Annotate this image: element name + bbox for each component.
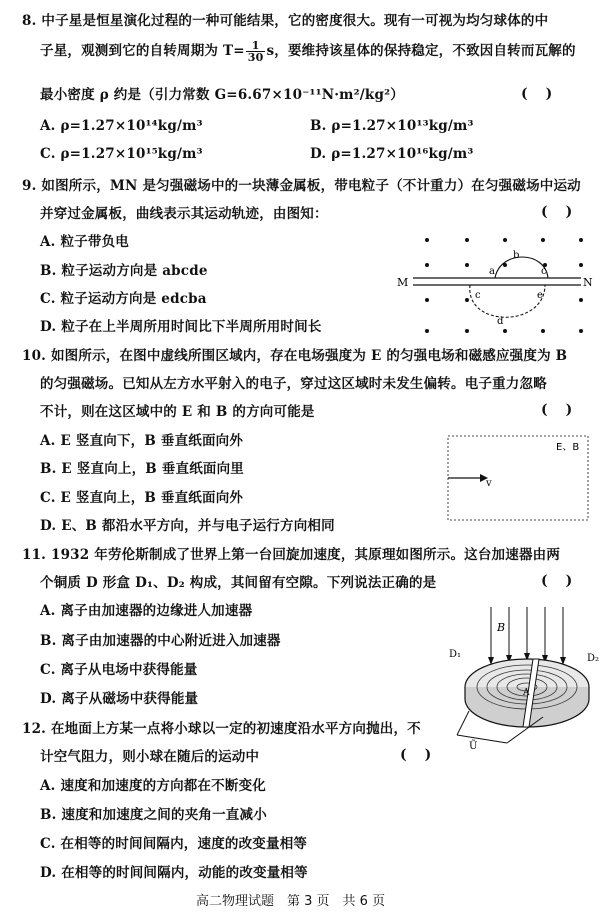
q12-option-c: C. 在相等的时间间隔内，速度的改变量相等 bbox=[40, 836, 308, 852]
q9-stem-line2: 并穿过金属板，曲线表示其运动轨迹，由图知： bbox=[40, 206, 328, 222]
q9-label-a: a bbox=[489, 266, 495, 277]
q11-lead-join bbox=[457, 735, 507, 743]
q8-stem-line3: 最小密度 ρ 约是（引力常数 G=6.67×10⁻¹¹N·m²/kg²） bbox=[40, 87, 404, 103]
q10-option-b: B. E 竖直向上，B 垂直纸面向里 bbox=[40, 461, 245, 477]
q11-label-a: A bbox=[523, 688, 530, 698]
q9-label-e: e bbox=[537, 290, 543, 301]
q11-figure-cyclotron bbox=[447, 603, 607, 751]
q12-stem-line1: 12. 在地面上方某一点将小球以一定的初速度沿水平方向抛出，不 bbox=[22, 721, 421, 737]
q11-label-d2: D₂ bbox=[587, 653, 600, 664]
q8-period-fraction bbox=[246, 40, 266, 63]
q11-option-b: B. 离子由加速器的中心附近进入加速器 bbox=[40, 633, 281, 649]
q8-option-b: B. ρ=1.27×10¹³kg/m³ bbox=[310, 118, 474, 134]
q9-label-c-lower: c bbox=[475, 290, 481, 301]
q9-trajectory-lower bbox=[470, 285, 545, 317]
q8-stem-line1: 8. 中子星是恒星演化过程的一种可能结果，它的密度很大。现有一可视为均匀球体的中 bbox=[22, 13, 549, 29]
q8-stem-line2-post: s，要维持该星体的保持稳定，不致因自转而瓦解的 bbox=[266, 43, 576, 59]
q9-option-c: C. 粒子运动方向是 edcba bbox=[40, 291, 207, 307]
q9-option-b: B. 粒子运动方向是 abcde bbox=[40, 263, 208, 279]
q10-label-eb: E、B bbox=[556, 442, 580, 453]
q10-stem-line2: 的匀强磁场。已知从左方水平射入的电子，穿过这区域时未发生偏转。电子重力忽略 bbox=[40, 376, 547, 392]
q9-stem-line1: 9. 如图所示，MN 是匀强磁场中的一块薄金属板，带电粒子（不计重力）在匀强磁场中运动 bbox=[22, 178, 581, 194]
q12-option-a: A. 速度和加速度的方向都在不断变化 bbox=[40, 778, 266, 794]
q8-fraction-numerator: 1 bbox=[246, 40, 266, 52]
q11-label-u: Ũ bbox=[469, 741, 478, 751]
q10-stem-line3: 不计，则在这区域中的 E 和 B 的方向可能是 bbox=[40, 404, 315, 420]
q10-option-c: C. E 竖直向上，B 垂直纸面向外 bbox=[40, 490, 244, 506]
q11-lead-left bbox=[457, 711, 469, 735]
q12-option-b: B. 速度和加速度之间的夹角一直减小 bbox=[40, 807, 267, 823]
q8-option-d: D. ρ=1.27×10¹⁶kg/m³ bbox=[310, 146, 474, 162]
q9-option-a: A. 粒子带负电 bbox=[40, 234, 129, 250]
q8-stem-line2-pre: 子星，观测到它的自转周期为 T= bbox=[40, 43, 245, 59]
q8-fraction-denominator: 30 bbox=[247, 51, 264, 64]
q10-option-a: A. E 竖直向下，B 垂直纸面向外 bbox=[40, 433, 244, 449]
q10-answer-paren: () bbox=[541, 402, 591, 418]
q8-option-a: A. ρ=1.27×10¹⁴kg/m³ bbox=[40, 118, 203, 134]
q9-answer-paren: () bbox=[541, 204, 591, 220]
q10-figure-field-region bbox=[440, 432, 590, 522]
q9-option-d: D. 粒子在上半周所用时间比下半周所用时间长 bbox=[40, 319, 322, 335]
q8-option-c: C. ρ=1.27×10¹⁵kg/m³ bbox=[40, 146, 203, 162]
q11-label-d1: D₁ bbox=[449, 649, 462, 660]
q11-option-d: D. 离子从磁场中获得能量 bbox=[40, 691, 199, 707]
q9-label-m: M bbox=[397, 276, 409, 289]
q9-label-n: N bbox=[583, 276, 593, 289]
q12-option-d: D. 在相等的时间间隔内，动能的改变量相等 bbox=[40, 865, 308, 881]
q10-label-v: v bbox=[486, 478, 492, 489]
q11-label-b: B bbox=[497, 621, 506, 634]
q11-option-c: C. 离子从电场中获得能量 bbox=[40, 662, 198, 678]
q8-answer-paren: () bbox=[521, 86, 571, 102]
q9-label-b: b bbox=[513, 250, 520, 261]
q11-stem-line2: 个铜质 D 形盒 D₁、D₂ 构成，其间留有空隙。下列说法正确的是 bbox=[40, 575, 437, 591]
q9-label-c-upper: c bbox=[541, 266, 547, 277]
q10-stem-line1: 10. 如图所示，在图中虚线所围区域内，存在电场强度为 E 的匀强电场和磁感应强度为 B bbox=[22, 348, 568, 364]
q10-option-d: D. E、B 都沿水平方向，并与电子运行方向相同 bbox=[40, 518, 335, 534]
page-footer: 高二物理试题 第 3 页 共 6 页 bbox=[196, 894, 386, 909]
q8-stem-line2 bbox=[40, 40, 576, 63]
q11-answer-paren: () bbox=[541, 573, 591, 589]
q12-answer-paren: () bbox=[400, 747, 450, 763]
q11-stem-line1: 11. 1932 年劳伦斯制成了世界上第一台回旋加速度，其原理如图所示。这台加速器由两 bbox=[22, 547, 561, 563]
q9-label-d: d bbox=[497, 316, 504, 327]
q9-figure-magnetic-plate bbox=[395, 228, 609, 343]
q12-stem-line2: 计空气阻力，则小球在随后的运动中 bbox=[40, 749, 260, 765]
q11-option-a: A. 离子由加速器的边缘进人加速器 bbox=[40, 603, 253, 619]
